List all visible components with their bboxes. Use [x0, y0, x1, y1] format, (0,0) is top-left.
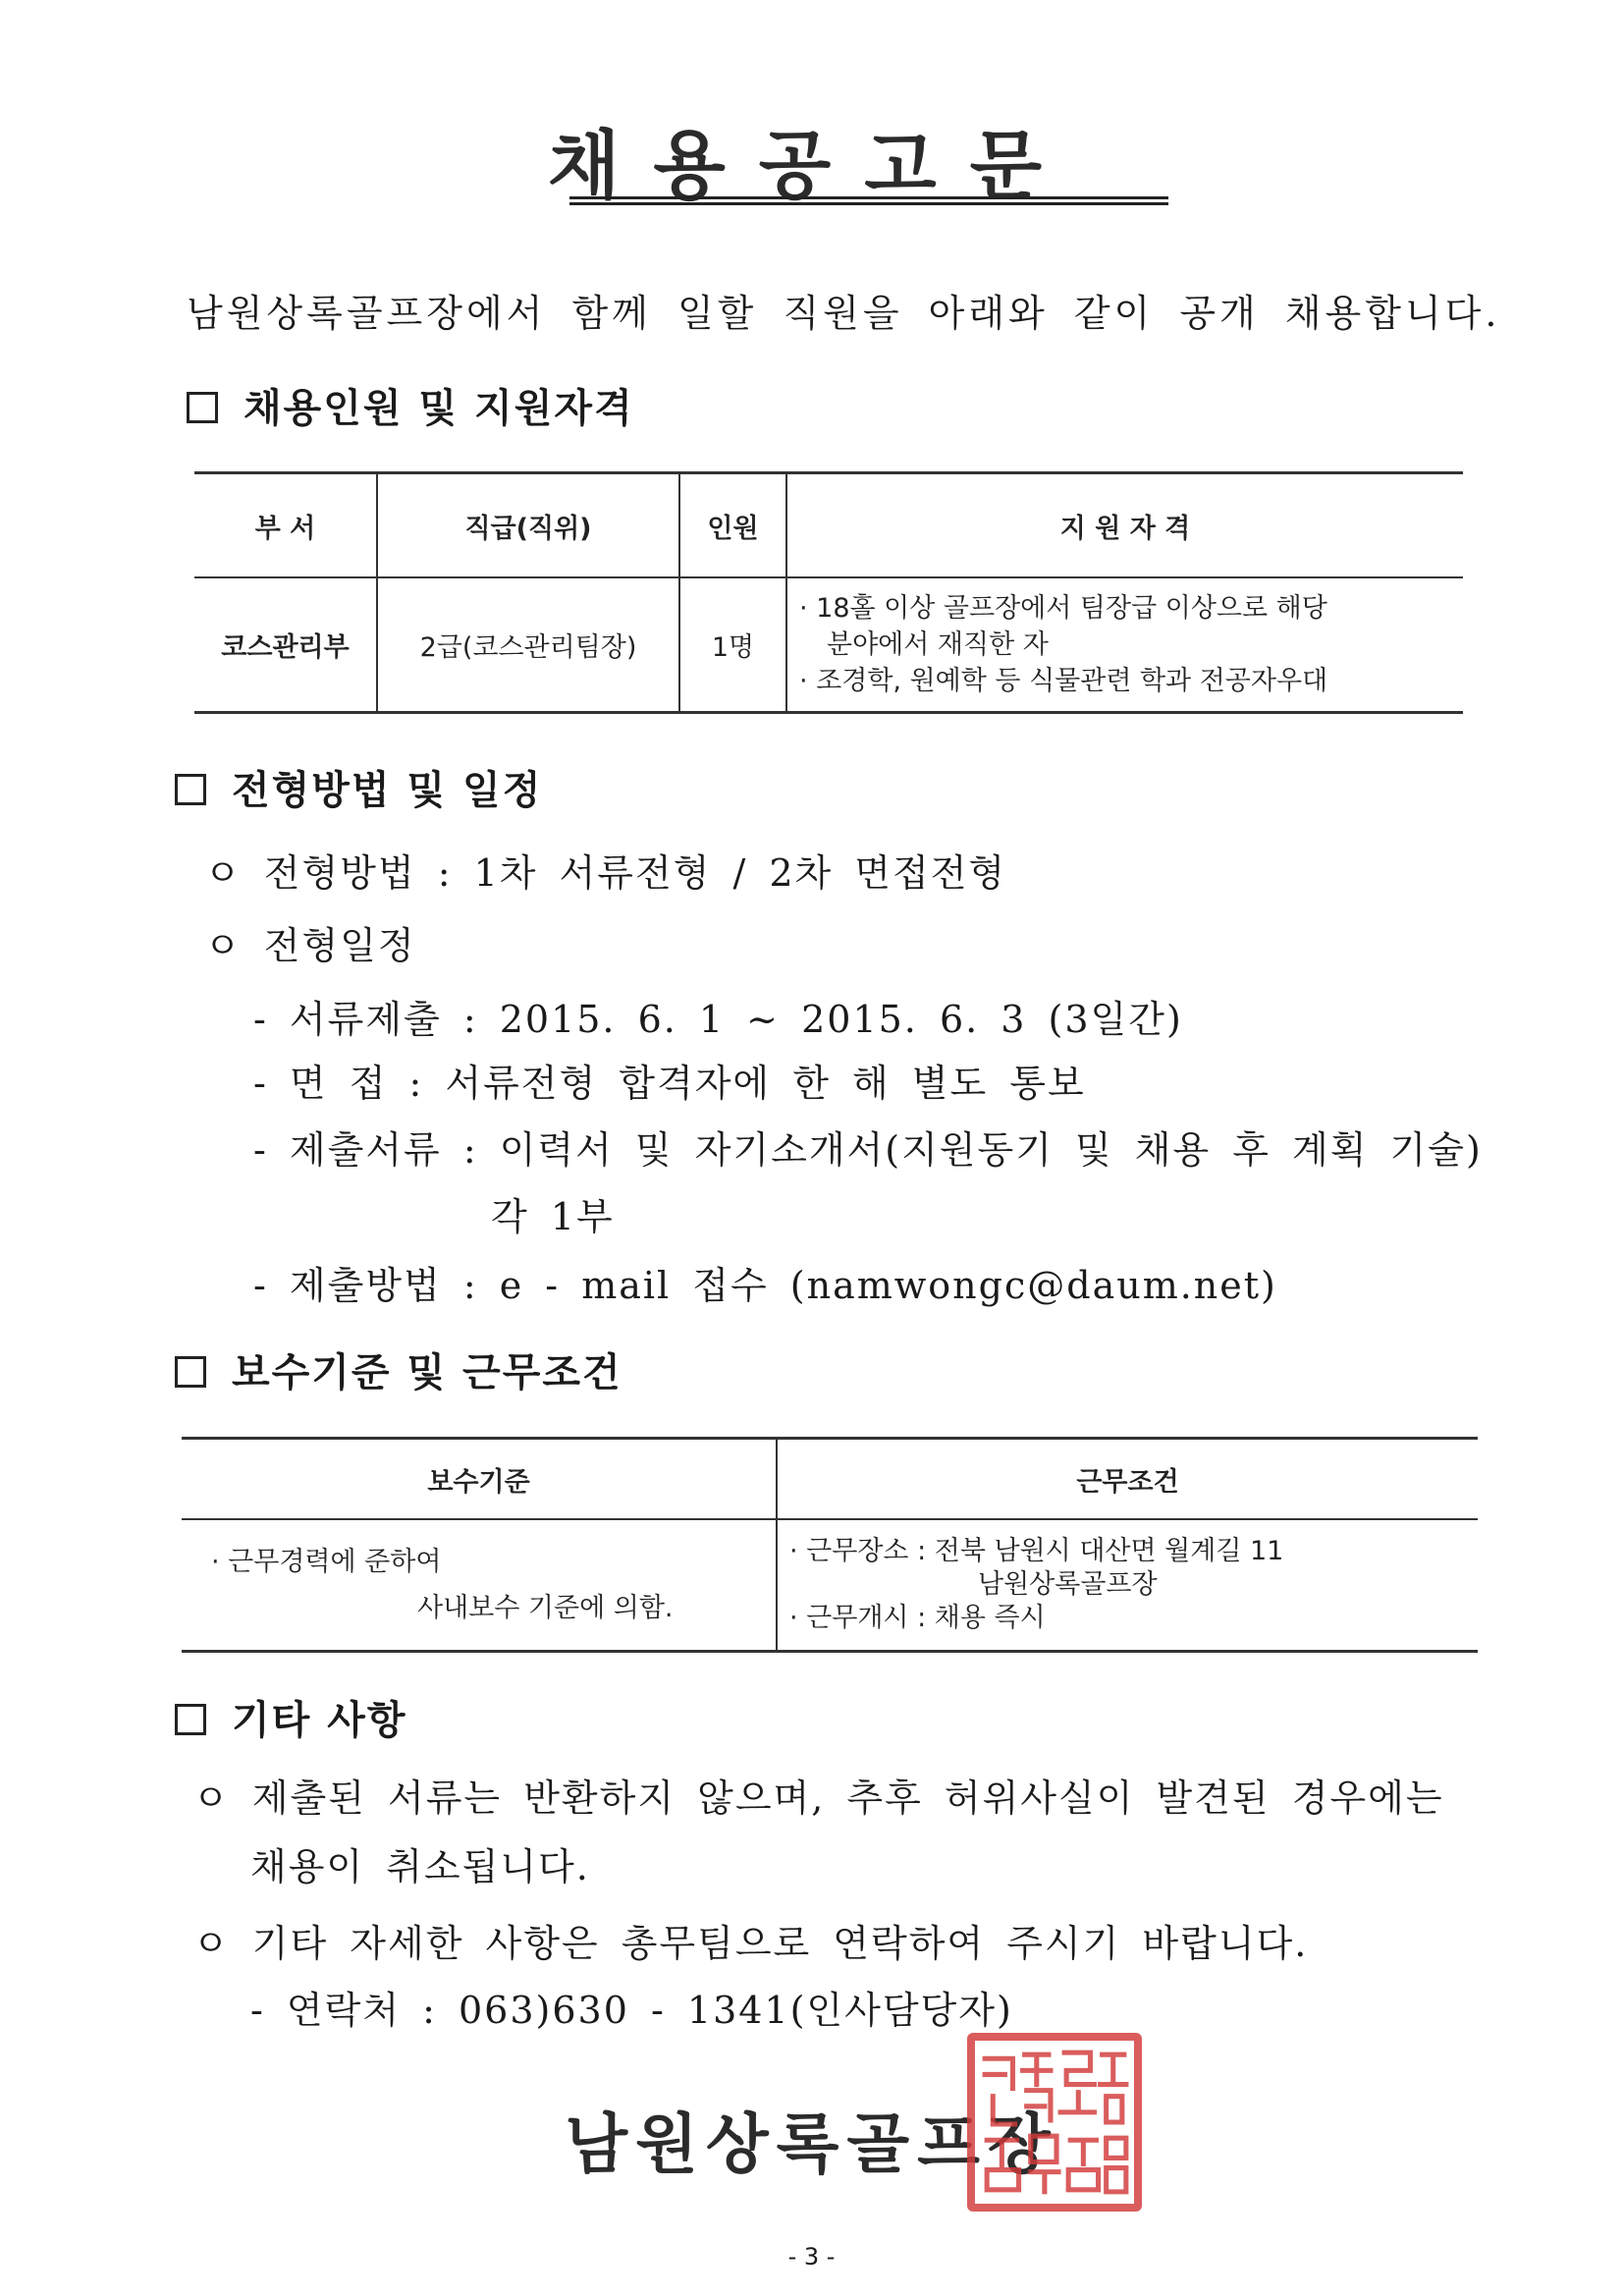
header-count: 인원 — [679, 473, 786, 578]
section-heading-text: 기타 사항 — [232, 1698, 407, 1743]
condition-line: · 근무개시 : 채용 즉시 — [789, 1603, 1046, 1633]
section-heading-text: 보수기준 및 근무조건 — [232, 1350, 622, 1395]
header-qualification: 지 원 자 격 — [786, 473, 1463, 578]
header-dept: 부 서 — [194, 473, 377, 578]
pay-line: · 근무경력에 준하여 — [211, 1547, 442, 1577]
checkbox-square-icon — [175, 774, 206, 805]
section-heading-positions — [187, 377, 634, 433]
selection-schedule: ㅇ 전형일정 — [204, 924, 416, 967]
header-pay: 보수기준 — [182, 1439, 777, 1520]
contact-info: - 연락처 : 063)630 - 1341(인사담당자) — [250, 1989, 1013, 2032]
section-heading-other — [175, 1689, 407, 1745]
header-conditions: 근무조건 — [777, 1439, 1478, 1520]
qualification-line: · 18홀 이상 골프장에서 팀장급 이상으로 해당 — [799, 593, 1327, 624]
cell-conditions — [777, 1519, 1478, 1652]
qualification-line: · 조경학, 원예학 등 식물관련 학과 전공자우대 — [799, 666, 1328, 696]
other-note: ㅇ 제출된 서류는 반환하지 않으며, 추후 허위사실이 발견된 경우에는 — [192, 1777, 1444, 1820]
other-note: ㅇ 기타 자세한 사항은 총무팀으로 연락하여 주시기 바랍니다. — [192, 1922, 1309, 1965]
positions-table — [194, 471, 1463, 714]
condition-line: 남원상록골프장 — [978, 1569, 1158, 1600]
cell-count: 1명 — [679, 577, 786, 713]
other-note: 채용이 취소됩니다. — [250, 1845, 590, 1888]
schedule-item: 각 1부 — [491, 1195, 615, 1238]
selection-method: ㅇ 전형방법 : 1차 서류전형 / 2차 면접전형 — [204, 851, 1007, 895]
company-name: 남원상록골프장 — [565, 2106, 1058, 2182]
header-grade: 직급(직위) — [377, 473, 679, 578]
cell-dept: 코스관리부 — [194, 577, 377, 713]
page-number: - 3 - — [787, 2243, 836, 2270]
section-heading-text: 채용인원 및 지원자격 — [243, 386, 634, 431]
table-row — [194, 577, 1463, 713]
schedule-item: - 제출방법 : e - mail 접수 (namwongc@daum.net) — [253, 1264, 1277, 1307]
condition-line: · 근무장소 : 전북 남원시 대산면 월계길 11 — [789, 1536, 1284, 1566]
intro-text: 남원상록골프장에서 함께 일할 직원을 아래와 같이 공개 채용합니다. — [187, 292, 1501, 335]
cell-qualification — [786, 577, 1463, 713]
pay-conditions-table — [182, 1437, 1478, 1653]
table-header-row — [194, 473, 1463, 578]
title-underline-top — [569, 196, 1168, 199]
checkbox-square-icon — [187, 392, 218, 423]
section-heading-text: 전형방법 및 일정 — [232, 768, 543, 813]
schedule-item: - 면 접 : 서류전형 합격자에 한 해 별도 통보 — [253, 1062, 1086, 1105]
pay-line: 사내보수 기준에 의함. — [417, 1593, 674, 1623]
section-heading-selection — [175, 759, 542, 815]
page-title: 채용공고문 — [547, 122, 1076, 209]
schedule-item: - 제출서류 : 이력서 및 자기소개서(지원동기 및 채용 후 계획 기술) — [253, 1128, 1483, 1172]
table-header-row — [182, 1439, 1478, 1520]
qualification-line: 분야에서 재직한 자 — [827, 629, 1049, 660]
section-heading-pay — [175, 1341, 622, 1397]
checkbox-square-icon — [175, 1356, 206, 1388]
table-row — [182, 1519, 1478, 1652]
schedule-item: - 서류제출 : 2015. 6. 1 ~ 2015. 6. 3 (3일간) — [253, 998, 1183, 1041]
title-underline-bottom — [569, 202, 1168, 205]
company-seal — [967, 2033, 1142, 2212]
checkbox-square-icon — [175, 1704, 206, 1735]
cell-grade: 2급(코스관리팀장) — [377, 577, 679, 713]
cell-pay — [182, 1519, 777, 1652]
seal-icon — [975, 2041, 1134, 2204]
